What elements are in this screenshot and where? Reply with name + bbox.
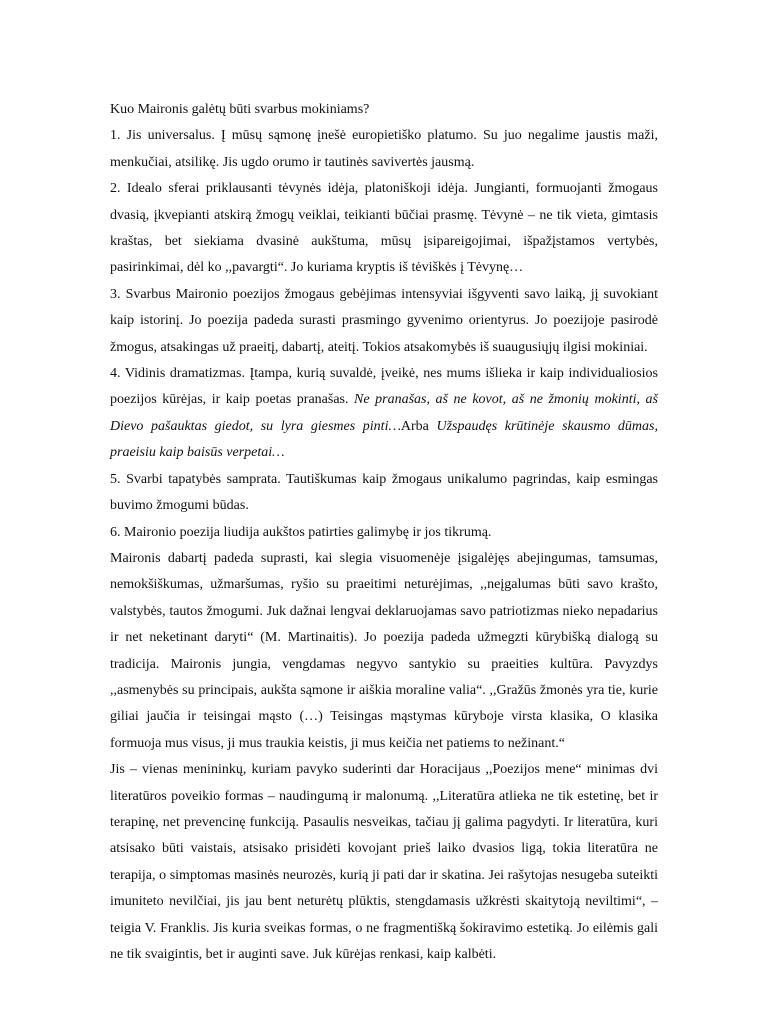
paragraph-5: 5. Svarbi tapatybės samprata. Tautiškumas kaip žmogaus unikalumo pagrindas, kaip esmingas buvimo žmogumi būdas.: [110, 471, 658, 514]
paragraph-6: 6. Maironio poezija liudija aukštos patirties galimybę ir jos tikrumą.: [110, 524, 492, 540]
document-title: Kuo Maironis galėtų būti svarbus mokiniams?: [110, 102, 370, 117]
paragraph-7: Maironis dabartį padeda suprasti, kai slegia visuomenėje įsigalėjęs abejingumas, tamsumas, nemokšiškumas, užmaršumas, ryšio su praeitimi neturėjimas, ,,neįgalumas būti savo krašto, valstybės, tautos žmogumi. Juk dažnai lengvai deklaruojamas savo patriotizmas nieko nepadarius ir net neketinant daryti“ (M. Martinaitis). Jo poezija padeda užmegzti kūrybišką dialogą su tradicija. Maironis jungia, vengdamas negyvo santykio su praeities kultūra. Pavyzdys ,,asmenybės su principais, aukšta sąmone ir aiškia moraline valia“. ,,Gražūs žmonės yra tie, kurie giliai jaučia ir teisingai mąsto (…) Teisingas mąstymas kūryboje virsta klasika, O klasika formuoja mus visus, ji mus traukia keistis, ji mus keičia net patiems to nežinant.“: [110, 550, 658, 751]
paragraph-4-quote-1: Ne pranašas, aš ne kovot, aš ne žmonių mokinti, aš Dievo pašauktas giedot, su lyra giesmes pinti…: [110, 392, 658, 434]
paragraph-1: 1. Jis universalus. Į mūsų sąmonę įnešė europietiško platumo. Su juo negalime jaustis maži, menkučiai, atsilikę. Jis ugdo orumo ir tautinės savivertės jausmą.: [110, 128, 658, 170]
paragraph-2: 2. Idealo sferai priklausanti tėvynės idėja, platoniškoji idėja. Jungianti, formuojanti žmogaus dvasią, įkvepianti atskirą žmogų veiklai, teikianti būčiai prasmę. Tėvynė – ne tik vieta, gimtasis kraštas, bet siekiama dvasinė aukštuma, mūsų įsipareigojimai, išpažįstamos vertybės, pasirinkimai, dėl ko ,,pavargti“. Jo kuriama kryptis iš tėviškės į Tėvynę…: [110, 181, 658, 276]
document-page: [110, 97, 658, 968]
paragraph-4-quote-2: Užspaudęs krūtinėje skausmo dūmas, praeisiu kaip baisūs verpetai…: [110, 418, 658, 461]
paragraph-4-text: 4. Vidinis dramatizmas. Įtampa, kurią suvaldė, įveikė, nes mums išlieka ir kaip individualiosios poezijos kūrėjas, ir kaip poetas pranašas.: [110, 366, 658, 408]
paragraph-8: Jis – vienas menininkų, kuriam pavyko suderinti dar Horacijaus ,,Poezijos mene“ minimas dvi literatūros poveikio formas – naudingumą ir malonumą. ,,Literatūra atlieka ne tik estetinę, bet ir terapinę, net prevencinę funkciją. Pasaulis nesveikas, tačiau jį galima pagydyti. Ir literatūra, kuri atsisako būti vaistais, atsisako prisidėti kovojant prieš laiko dvasios ligą, tokia literatūra ne terapija, o simptomas masinės neurozės, kurią ji pati dar ir skatina. Jei rašytojas nesugeba suteikti imuniteto nevilčiai, jis jau bent neturėtų plūktis, stengdamasis užkrėsti skaitytoją neviltimi“, – teigia V. Franklis. Jis kuria sveikas formas, o ne fragmentišką šokiravimo estetiką. Jo eilėmis gali ne tik svaigintis, bet ir auginti save. Juk kūrėjas renkasi, kaip kalbėti.: [110, 762, 658, 962]
paragraph-4-connector: Arba: [400, 418, 437, 434]
paragraph-4: [110, 361, 658, 467]
paragraph-3: 3. Svarbus Maironio poezijos žmogaus gebėjimas intensyviai išgyventi savo laiką, jį suvokiant kaip istorinį. Jo poezija padeda surasti prasmingo gyvenimo orientyrus. Jo poezijoje pasirodė žmogus, atsakingas už praeitį, dabartį, ateitį. Tokios atsakomybės iš suaugusiųjų ilgisi mokiniai.: [110, 286, 658, 355]
